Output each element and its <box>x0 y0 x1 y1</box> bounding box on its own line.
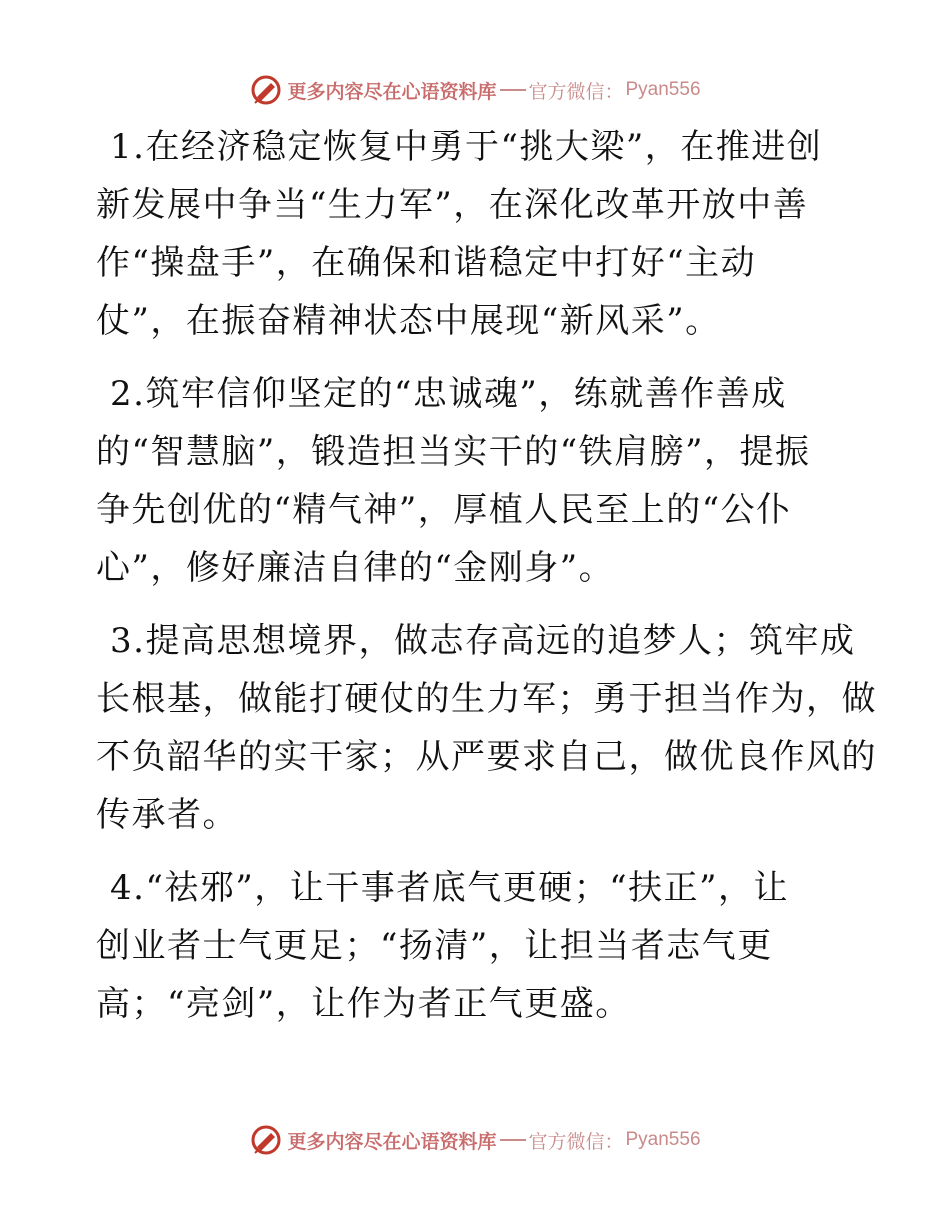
watermark-official-label: 官方微信： <box>528 80 624 103</box>
paragraph-line: 高；“亮剑”，让作为者正气更盛。 <box>96 984 631 1024</box>
paragraph-line: 创业者士气更足；“扬清”，让担当者志气更 <box>96 926 773 966</box>
paragraph-line: 长根基，做能打硬仗的生力军；勇于担当作为，做 <box>96 679 877 719</box>
paragraph-1 <box>96 118 856 350</box>
paragraph-4 <box>96 859 856 1033</box>
watermark-dash <box>500 1139 526 1141</box>
paragraph-3 <box>96 612 877 844</box>
header-watermark <box>0 70 950 110</box>
paragraph-2 <box>96 365 856 597</box>
paragraph-line: 新发展中争当“生力军”，在深化改革开放中善 <box>96 185 809 225</box>
watermark-brand: 更多内容尽在心语资料库 <box>287 1130 497 1153</box>
brand-logo-icon <box>249 73 283 107</box>
paragraph-line: 传承者。 <box>96 795 238 835</box>
watermark-brand: 更多内容尽在心语资料库 <box>287 80 497 103</box>
paragraph-line: 心”，修好廉洁自律的“金刚身”。 <box>96 548 615 588</box>
paragraph-line: 仗”，在振奋精神状态中展现“新风采”。 <box>96 301 721 341</box>
watermark-official-label: 官方微信： <box>528 1130 624 1153</box>
watermark-dash <box>500 89 526 91</box>
brand-logo-icon <box>249 1123 283 1157</box>
paragraph-line: 不负韶华的实干家；从严要求自己，做优良作风的 <box>96 737 877 777</box>
footer-watermark <box>0 1120 950 1160</box>
paragraph-line: 1.在经济稳定恢复中勇于“挑大梁”，在推进创 <box>110 127 823 167</box>
watermark-wechat-id: Pyan556 <box>625 79 701 100</box>
watermark-wechat-id: Pyan556 <box>625 1129 701 1150</box>
paragraph-line: 争先创优的“精气神”，厚植人民至上的“公仆 <box>96 490 792 530</box>
paragraph-line: 3.提高思想境界，做志存高远的追梦人；筑牢成 <box>110 621 856 661</box>
paragraph-line: 作“操盘手”，在确保和谐稳定中打好“主动 <box>96 243 757 283</box>
paragraph-line: 的“智慧脑”，锻造担当实干的“铁肩膀”，提振 <box>96 432 811 472</box>
paragraph-line: 2.筑牢信仰坚定的“忠诚魂”，练就善作善成 <box>110 374 787 414</box>
document-body <box>96 118 877 1033</box>
paragraph-line: 4.“祛邪”，让干事者底气更硬；“扶正”，让 <box>110 868 789 908</box>
